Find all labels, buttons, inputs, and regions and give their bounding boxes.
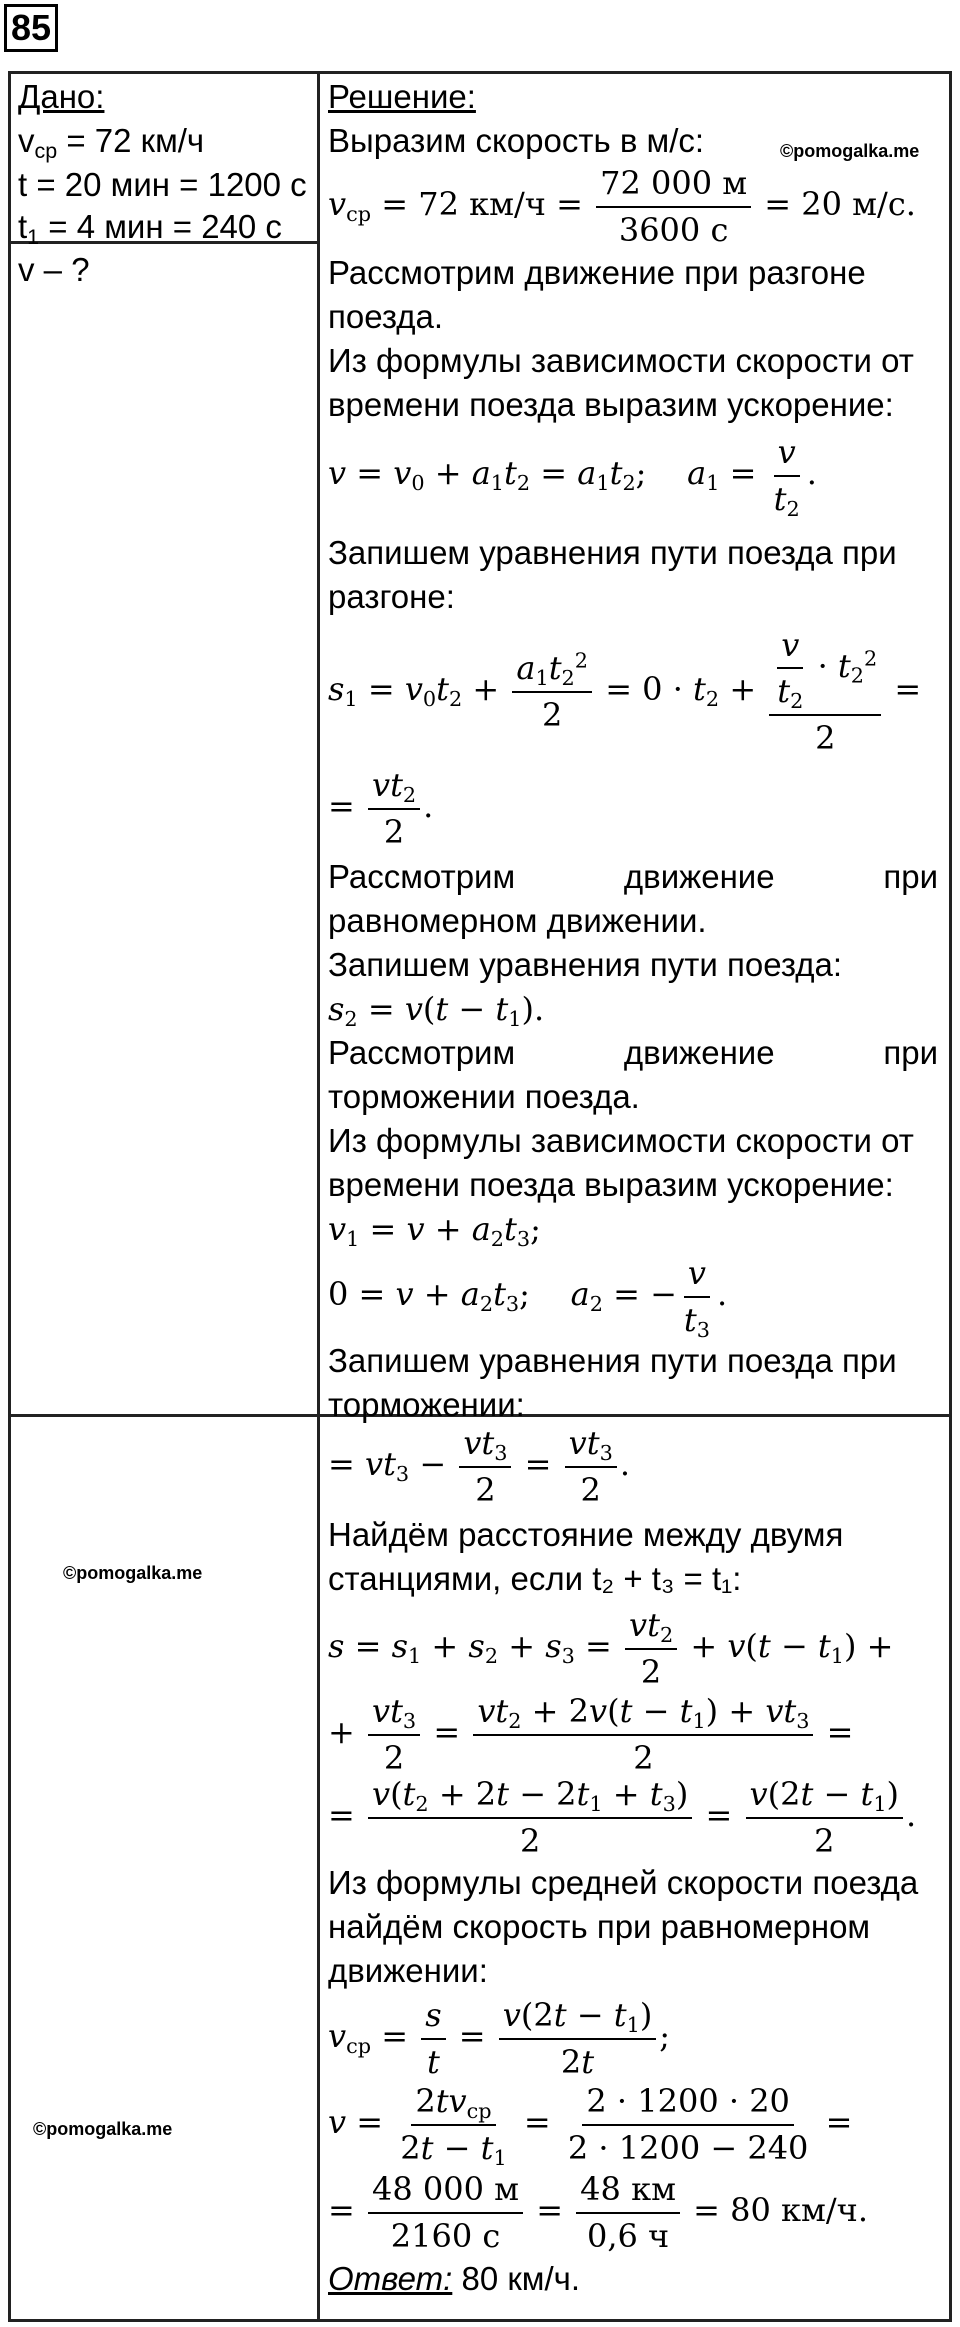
eq-path-s2: $s_2 = v(t - t_1)$. [328, 990, 545, 1031]
vcp-value: = 72 км/ч [57, 122, 205, 159]
text-avg-speed-1: Из формулы средней скорости поезда [328, 1864, 919, 1901]
given-vcp [18, 119, 204, 163]
eq-v1: $v_1 = v + a_2t_3$; [328, 1210, 541, 1251]
table-border-bottom [8, 2319, 952, 2322]
eq-acceleration-2: $0 = v + a_2t_3$; $a_2$ = − $\frac{v}{t_3}$ . [328, 1254, 728, 1342]
eq-total-distance-1: $s = s_1 + s_2 + s_3$ = $\frac{vt_2}{2}$ + $v(t - t_1)$ + [328, 1606, 894, 1691]
text-avg-speed-3: движении: [328, 1952, 488, 1989]
text-acceleration-phase-1: Рассмотрим движение при разгоне [328, 254, 866, 291]
watermark-left-2: ©pomogalka.me [33, 2119, 173, 2139]
solution-table [8, 71, 952, 2322]
vcp-symbol: v [18, 122, 35, 159]
table-border-right [949, 71, 952, 2322]
vcp-sub: ср [34, 139, 58, 163]
text-path-uniform: Запишем уравнения пути поезда: [328, 946, 843, 983]
text-acceleration-phase-2: поезда. [328, 298, 444, 335]
eq-avg-speed: $v_{ср}$ = $\frac{s}{t}$ = $\frac{v(2t - t_1)}{2t}$ ; [328, 1996, 671, 2081]
text-path-equation-1: Запишем уравнения пути поезда при [328, 534, 897, 571]
eq-total-distance-2: + $\frac{vt_3}{2}$ = $\frac{vt_2 + 2v(t - t_1) + vt_3}{2}$ = [328, 1692, 854, 1777]
eq-speed-conversion: $v_{ср} = 72$ км/ч = $\frac{72 000 м}{3600 с}$ = 20 м/с. [328, 164, 916, 249]
eq-speed-result: = $\frac{48 000 м}{2160 с}$ = $\frac{48 км}{0,6 ч}$ = 80 км/ч. [328, 2170, 868, 2255]
find-v: v – ? [18, 251, 90, 288]
text-formula-intro-1: Из формулы зависимости скорости от [328, 342, 914, 379]
table-border-left [8, 71, 11, 2322]
text-path-equation-2: разгоне: [328, 578, 455, 615]
answer [328, 2257, 580, 2301]
table-border-top [8, 71, 952, 74]
t1-value: = 4 мин = 240 с [39, 208, 282, 245]
problem-number: 85 [4, 4, 58, 52]
t1-symbol: t [18, 208, 28, 245]
text-distance-2: станциями, если t₂ + t₃ = t₁: [328, 1560, 742, 1597]
column-divider [317, 71, 320, 2322]
eq-speed-solve: v = $\frac{2tv_{ср}}{2t - t_1}$ = $\frac{2 \cdot 1200 \cdot 20}{2 \cdot 1200 - 240}$ = [328, 2082, 853, 2170]
eq-total-distance-3: = $\frac{v(t_2 + 2t - 2t_1 + t_3)}{2}$ = $\frac{v(2t - t_1)}{2}$ . [328, 1775, 917, 1860]
t1-sub: 1 [27, 225, 40, 249]
given-header: Дано: [18, 78, 105, 115]
eq-path-s1: $s_1 = v_0t_2$ + $\frac{a_1t_2^2}{2}$ = $0 \cdot t_2$ + $\frac{v}{t_2}$ · $t_2^2$ 2 = [328, 626, 922, 757]
text-braking-2: торможении поезда. [328, 1078, 640, 1115]
text-path-braking-2: торможении: [328, 1386, 525, 1423]
answer-label: Ответ: [328, 2260, 453, 2297]
eq-path-s1-result: = $\frac{vt_2}{2}$ . [328, 766, 434, 851]
text-distance-1: Найдём расстояние между двумя [328, 1516, 844, 1553]
eq-acceleration-1: $v = v_0 + a_1t_2 = a_1t_2$; $a_1$ = $\frac{v}{t_2}$ . [328, 433, 817, 521]
text-formula-intro-4: времени поезда выразим ускорение: [328, 1166, 894, 1203]
answer-value: 80 км/ч. [452, 2260, 581, 2297]
text-convert-speed: Выразим скорость в м/с: [328, 122, 705, 159]
text-uniform-motion-1: Рассмотрим движение при [328, 858, 938, 895]
given-t1 [18, 205, 282, 249]
given-t: t = 20 мин = 1200 с [18, 166, 307, 203]
text-braking-1: Рассмотрим движение при [328, 1034, 938, 1071]
text-avg-speed-2: найдём скорость при равномерном [328, 1908, 871, 1945]
watermark-top: ©pomogalka.me [780, 141, 920, 161]
solution-header: Решение: [328, 78, 476, 115]
text-formula-intro-2: времени поезда выразим ускорение: [328, 386, 894, 423]
text-uniform-motion-2: равномерном движении. [328, 902, 707, 939]
watermark-left-1: ©pomogalka.me [63, 1563, 203, 1583]
text-formula-intro-3: Из формулы зависимости скорости от [328, 1122, 914, 1159]
text-path-braking-1: Запишем уравнения пути поезда при [328, 1342, 897, 1379]
eq-path-s3-start: = $vt_3$ − $\frac{vt_3}{2}$ = $\frac{vt_3}{2}$ . [328, 1424, 630, 1509]
